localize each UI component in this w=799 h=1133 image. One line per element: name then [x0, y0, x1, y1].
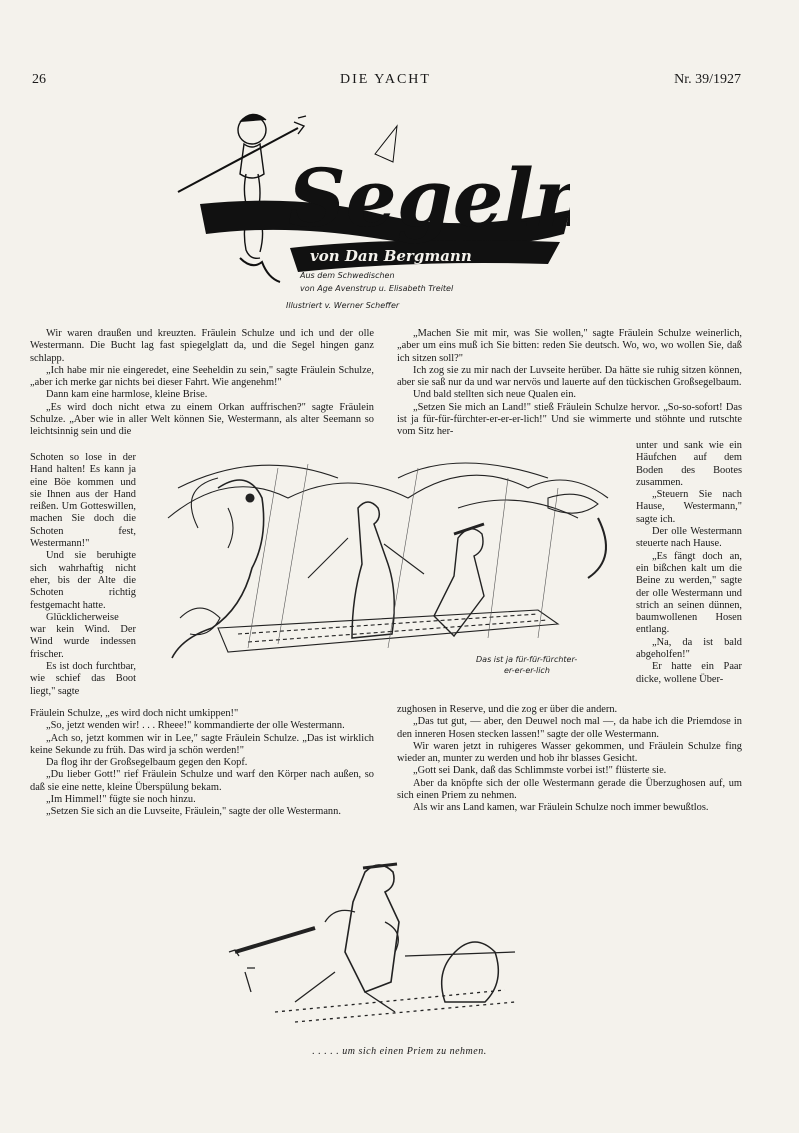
right-column-top: [397, 328, 742, 439]
sailor-drawing: [215, 852, 525, 1034]
sailor-illustration: [215, 852, 525, 1034]
magazine-title: DIE YACHT: [340, 72, 431, 87]
storm-illustration: [158, 448, 624, 676]
paragraph: Glücklicherweise war kein Wind. Der Wind wurde indessen frischer.: [30, 611, 136, 660]
illustration-speech-line1: Das ist ja für-für-fürchter-: [476, 655, 578, 664]
paragraph: „So, jetzt wenden wir! . . . Rheee!" kommandierte der olle Westermann.: [46, 720, 345, 732]
paragraph: „Ich habe mir nie eingeredet, eine Seeheldin zu sein," sagte Fräulein Schulze, „aber ich merke gar nichts bei dieser Fahrt. Wie angenehm!": [30, 364, 374, 389]
paragraph: „Setzen Sie mich an Land!" stieß Fräulein Schulze hervor. „So-so-sofort! Das ist ja für-für-fürchter-er-er-er-lich!" Und sie wimmerte und stöhnte und rutschte vom Sitz her-: [397, 401, 742, 438]
paragraph: „Es wird doch nicht etwa zu einem Orkan auffrischen?" sagte Fräulein Schulze. „Aber wie in aller Welt können Sie, Westermann, als alter Seemann so leichtsinnig sein und die: [30, 401, 374, 438]
paragraph: Wir waren jetzt in ruhigeres Wasser gekommen, und Fräulein Schulze fing wieder an, munter zu werden und hob ihr blasses Gesicht.: [397, 740, 742, 765]
paragraph: Der olle Westermann steuerte nach Hause.: [636, 526, 742, 550]
byline-text: von Dan Bergmann: [310, 247, 472, 265]
paragraph: „Gott sei Dank, daß das Schlimmste vorbei ist!" flüsterte sie.: [413, 765, 667, 777]
paragraph: „Ach so, jetzt kommen wir in Lee," sagte Fräulein Schulze. „Das ist wirklich keine Sekunde zu früh. Das wird ja schön werden!": [30, 732, 374, 756]
paragraph: „Steuern Sie nach Hause, Westermann," sagte ich.: [636, 489, 742, 525]
right-column-bottom: [397, 704, 742, 815]
paragraph: „Na, da ist bald abgeholfen!": [636, 636, 742, 661]
paragraph: Da flog ihr der Großsegelbaum gegen den Kopf.: [46, 757, 248, 769]
paragraph: Dann kam eine harmlose, kleine Brise.: [46, 389, 208, 401]
illustrator-credit: Illustriert v. Werner Scheffer: [286, 301, 400, 310]
right-column-narrow: [636, 440, 742, 686]
paragraph: „Du lieber Gott!" rief Fräulein Schulze und warf den Körper nach außen, so daß sie eine nette, kleine Überspülung bekam.: [30, 769, 374, 793]
paragraph: „Setzen Sie sich an die Luvseite, Fräulein," sagte der olle Westermann.: [46, 806, 341, 818]
issue-number: Nr. 39/1927: [674, 72, 741, 87]
paragraph: Fräulein Schulze, „es wird doch nicht umkippen!": [30, 708, 239, 719]
page-number: 26: [32, 72, 46, 87]
bottom-illustration-caption: . . . . . um sich einen Priem zu nehmen.: [312, 1046, 487, 1057]
paragraph: Als wir ans Land kamen, war Fräulein Schulze noch immer bewußtlos.: [413, 802, 709, 814]
paragraph: „Im Himmel!" fügte sie noch hinzu.: [46, 794, 196, 806]
headline-text: Segeln: [288, 151, 570, 245]
boy-with-trident-drawing: [178, 114, 306, 282]
translation-credit-1: Aus dem Schwedischen: [300, 271, 395, 280]
paragraph: Wir waren draußen und kreuzten. Fräulein Schulze und ich und der olle Westermann. Die Bucht lag fast spiegelglatt da, und die Segel hingen ganz schlapp.: [30, 328, 374, 364]
left-column-narrow: [30, 452, 136, 698]
translation-credit-2: von Age Avenstrup u. Elisabeth Treitel: [300, 284, 454, 293]
paragraph: „Machen Sie mit mir, was Sie wollen," sagte Fräulein Schulze weinerlich, „aber um eins muß ich Sie bitten: reden Sie deutsch. Wo, wo, wo wollen Sie, daß ich sitzen soll?": [397, 328, 742, 364]
illustration-speech-line2: er-er-er-lich: [504, 666, 550, 675]
paragraph: zughosen in Reserve, und die zog er über die andern.: [397, 704, 618, 715]
paragraph: Er hatte ein Paar dicke, wollene Über-: [636, 661, 742, 685]
paragraph: „Das tut gut, — aber, den Deuwel noch mal —, da habe ich die Priemdose in den inneren Hosen stecken lassen!" sagte der olle Westermann.: [397, 716, 742, 740]
paragraph: „Es fängt doch an, ein bißchen kalt um die Beine zu werden," sagte der olle Westermann und strich an seinen dünnen, baumwollenen Hosen entlang.: [636, 550, 742, 636]
left-column-bottom: [30, 708, 374, 819]
paragraph: Ich zog sie zu mir nach der Luvseite herüber. Da hätte sie ruhig sitzen können, aber sie saß nur da und war nervös und lauerte auf den tückischen Großsegelbaum.: [397, 364, 742, 389]
paragraph: Schoten so lose in der Hand halten! Es kann ja eine Böe kommen und sie Ihnen aus der Hand reißen. Um Gotteswillen, machen Sie doch die Schoten fest, Westermann!": [30, 452, 136, 550]
paragraph: Und sie beruhigte sich wahrhaftig nicht eher, bis der Alte die Schoten richtig festgemacht hatte.: [30, 550, 136, 611]
paragraph: unter und sank wie ein Häufchen auf dem Boden des Bootes zusammen.: [636, 440, 742, 488]
paragraph: Aber da knöpfte sich der olle Westermann gerade die Überzughosen auf, um sich einen Priem zu nehmen.: [397, 777, 742, 802]
storm-drawing: [158, 448, 624, 676]
paragraph: Es ist doch furchtbar, wie schief das Boot liegt," sagte: [30, 661, 136, 697]
page-header: [30, 72, 741, 94]
paragraph: Und bald stellten sich neue Qualen ein.: [413, 389, 577, 401]
left-column-top: [30, 328, 374, 439]
